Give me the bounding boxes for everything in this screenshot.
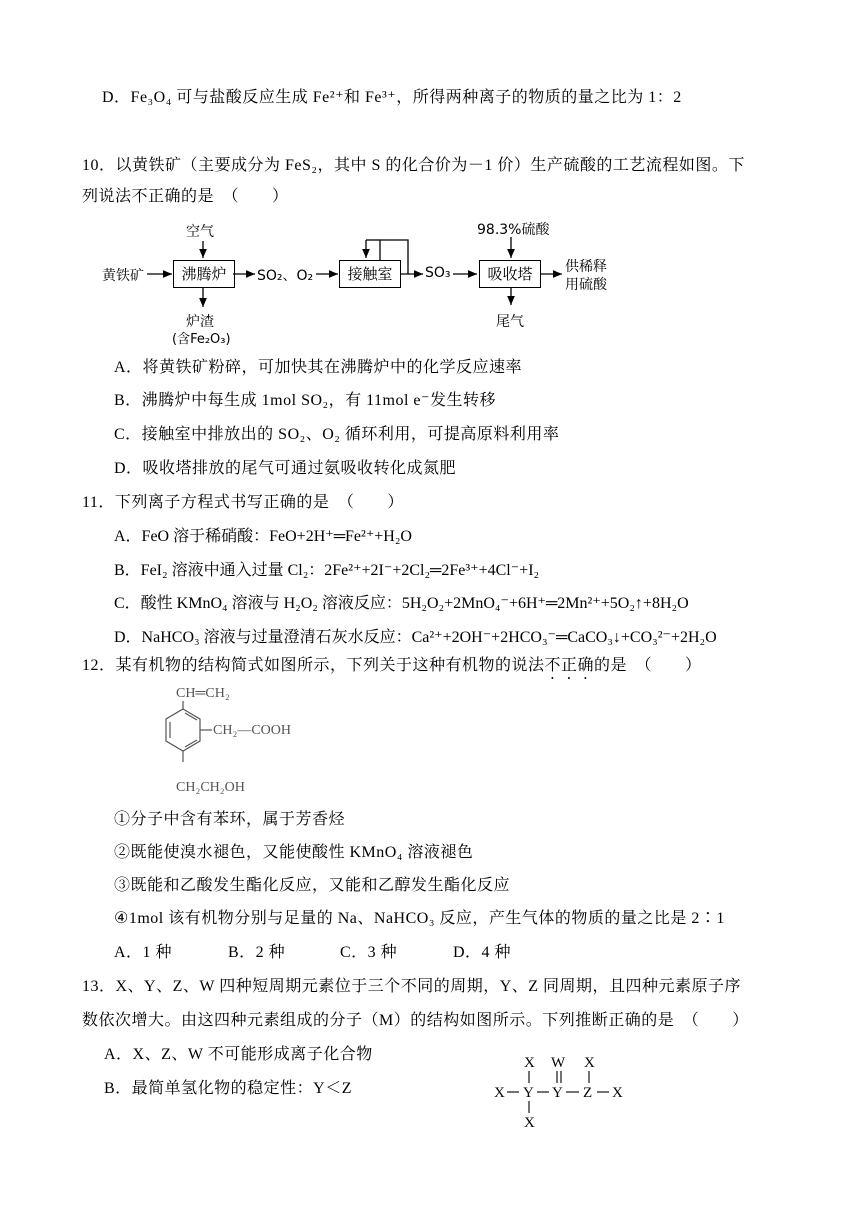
- q10-option-a: A．将黄铁矿粉碎，可加快其在沸腾炉中的化学反应速率: [114, 359, 523, 376]
- q12-statement-1: ①分子中含有苯环，属于芳香烃: [114, 811, 346, 828]
- q10-stem-line1: 10．以黄铁矿（主要成分为 FeS₂，其中 S 的化合价为－1 价）生产硫酸的工艺流程如图。下: [82, 157, 745, 174]
- q13-stem-line2: 数依次增大。由这四种元素组成的分子（M）的结构如图所示。下列推断正确的是 （ ）: [82, 1012, 749, 1029]
- q11-option-a: A．FeO 溶于稀硝酸：FeO+2H⁺═Fe²⁺+H₂O: [114, 528, 412, 545]
- flow-furnace-box: 沸腾炉: [173, 260, 235, 288]
- q12-stem-emphasis: 不正确: [544, 657, 595, 674]
- flow-gas-label: SO₂、O₂: [257, 268, 314, 284]
- q11-option-c: C．酸性 KMnO₄ 溶液与 H₂O₂ 溶液反应：5H₂O₂+2MnO₄⁻+6H⁺═2Mn²⁺+5O₂↑+8H₂O: [114, 595, 689, 612]
- q13-option-a: A．X、Z、W 不可能形成离子化合物: [104, 1046, 373, 1063]
- q10-option-b: B．沸腾炉中每生成 1mol SO₂，有 11mol e⁻发生转移: [114, 392, 496, 409]
- mol-atom-x-top2: X: [584, 1055, 595, 1071]
- mol-atom-x-bottom: X: [524, 1115, 535, 1131]
- struct-acid-group: CH₂—COOH: [213, 723, 291, 738]
- flow-slag-label: 炉渣: [186, 314, 214, 330]
- q12-stem-part2: 的是 （ ）: [594, 657, 702, 674]
- q11-option-d: D．NaHCO₃ 溶液与过量澄清石灰水反应：Ca²⁺+2OH⁻+2HCO₃⁻═CaCO₃↓+CO₃²⁻+2H₂O: [114, 629, 717, 646]
- q12-choice-a: A．1 种: [114, 944, 173, 961]
- flow-absorber-box: 吸收塔: [479, 260, 541, 288]
- flow-acid-label: 98.3%硫酸: [477, 222, 550, 238]
- flow-pyrite-label: 黄铁矿: [102, 268, 144, 284]
- q13-stem-line1: 13．X、Y、Z、W 四种短周期元素位于三个不同的周期，Y、Z 同周期，且四种元素原子序: [82, 978, 742, 995]
- flow-output-line1: 供稀释: [565, 259, 607, 275]
- q12-stem-part1: 12．某有机物的结构简式如图所示，下列关于这种有机物的说法: [82, 657, 545, 674]
- q10-option-c: C．接触室中排放出的 SO₂、O₂ 循环利用，可提高原料利用率: [114, 426, 560, 443]
- flow-contact-box: 接触室: [339, 260, 401, 288]
- flow-so3-label: SO₃: [425, 265, 451, 281]
- q10-option-d: D．吸收塔排放的尾气可通过氨吸收转化成氮肥: [114, 460, 457, 477]
- mol-atom-x-left: X: [494, 1085, 505, 1101]
- q12-choice-b: B．2 种: [228, 944, 286, 961]
- q11-stem: 11．下列离子方程式书写正确的是 （ ）: [82, 494, 404, 511]
- mol-atom-x-top1: X: [524, 1055, 535, 1071]
- mol-atom-w-top: W: [551, 1055, 566, 1071]
- q11-option-b: B．FeI₂ 溶液中通入过量 Cl₂：2Fe²⁺+2I⁻+2Cl₂═2Fe³⁺+4Cl⁻+I₂: [114, 562, 540, 579]
- struct-vinyl-group: CH═CH₂: [176, 686, 230, 701]
- mol-atom-z: Z: [583, 1085, 593, 1101]
- flow-tail-gas-label: 尾气: [496, 314, 524, 330]
- q12-choice-d: D．4 种: [453, 944, 512, 961]
- q10-stem-line2: 列说法不正确的是 （ ）: [82, 188, 289, 205]
- q12-statement-2: ②既能使溴水褪色，又能使酸性 KMnO₄ 溶液褪色: [114, 844, 474, 861]
- q9-option-d: D．Fe₃O₄ 可与盐酸反应生成 Fe²⁺和 Fe³⁺，所得两种离子的物质的量之比为 1：2: [102, 89, 682, 106]
- struct-alcohol-group: CH₂CH₂OH: [176, 780, 245, 795]
- flow-air-label: 空气: [186, 224, 214, 240]
- q12-statement-3: ③既能和乙酸发生酯化反应，又能和乙醇发生酯化反应: [114, 877, 511, 894]
- flow-slag-sub-label: (含Fe₂O₃): [172, 332, 231, 347]
- flow-output-line2: 用硫酸: [565, 277, 607, 293]
- mol-atom-y1: Y: [523, 1085, 534, 1101]
- q12-statement-4: ④1mol 该有机物分别与足量的 Na、NaHCO₃ 反应，产生气体的物质的量之比是 2∶1: [114, 910, 725, 927]
- mol-atom-x-right: X: [612, 1085, 623, 1101]
- q12-choice-c: C．3 种: [340, 944, 398, 961]
- q13-option-b: B．最简单氢化物的稳定性：Y＜Z: [104, 1080, 353, 1097]
- mol-atom-y2: Y: [552, 1085, 563, 1101]
